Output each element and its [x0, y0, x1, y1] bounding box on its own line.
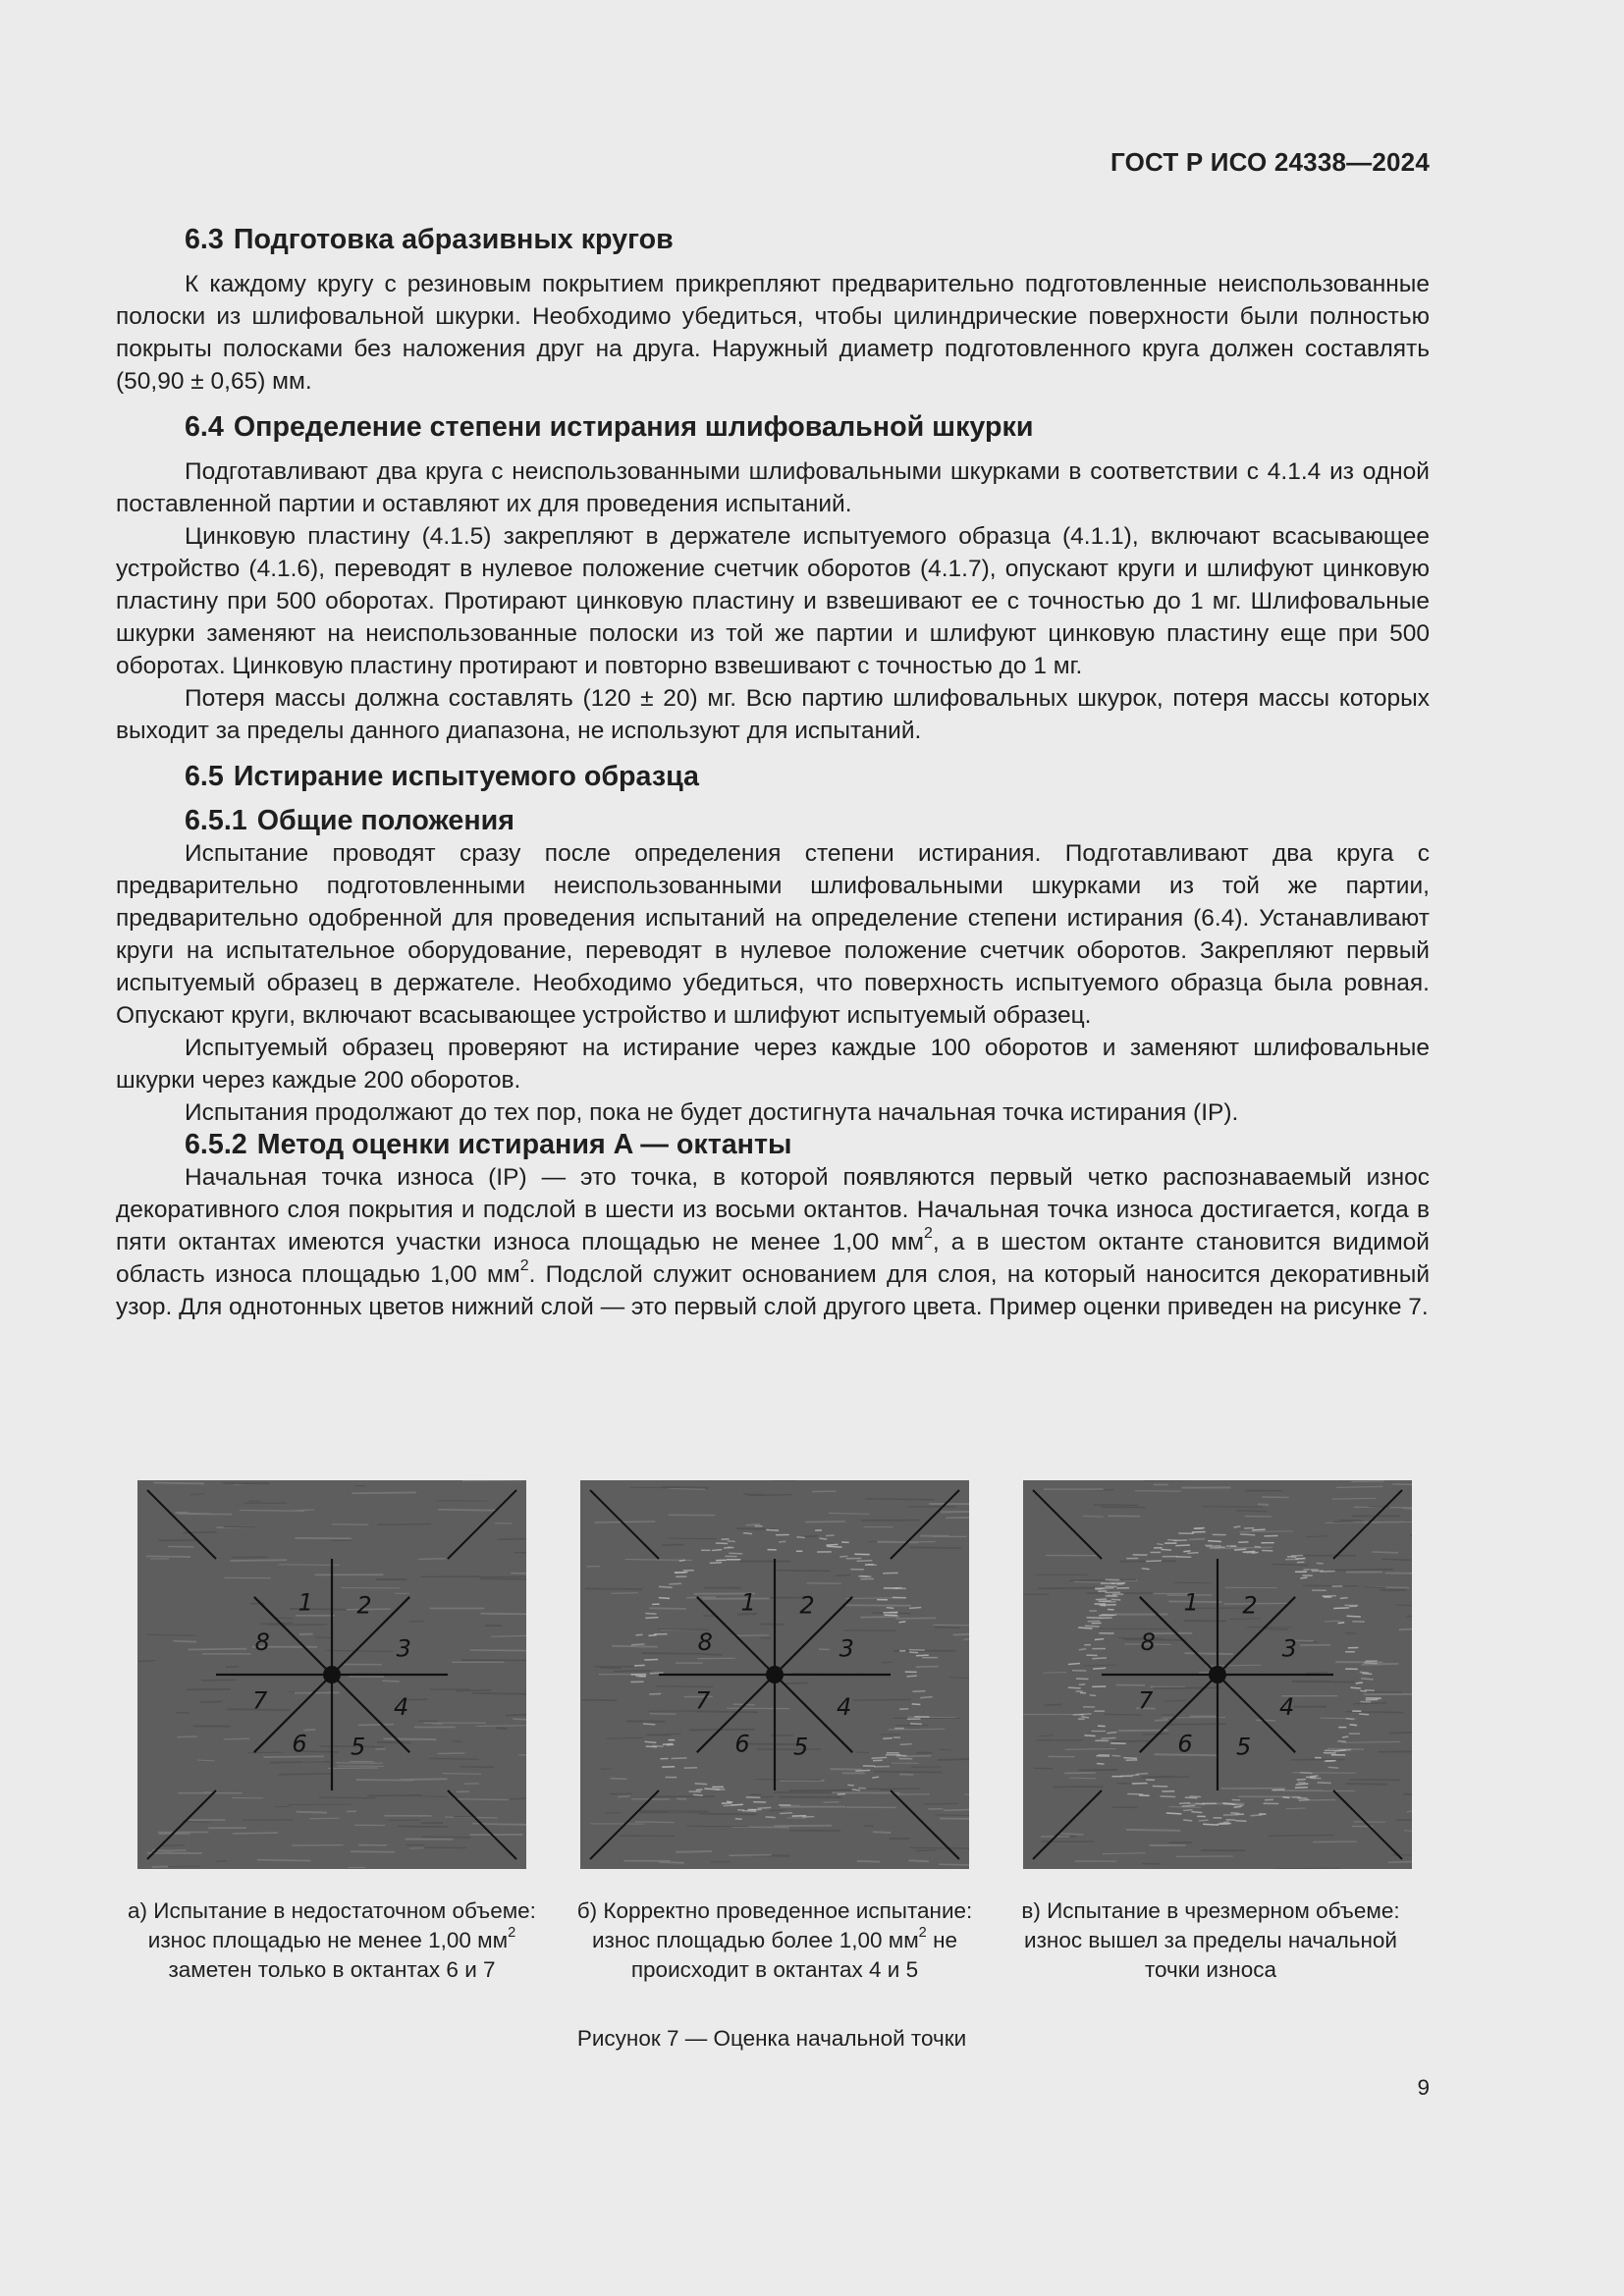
octant-photo-b	[580, 1480, 969, 1869]
octant-label-8: 8	[254, 1629, 270, 1657]
section-6-3-paragraph: К каждому кругу с резиновым покрытием прикрепляют предварительно подготовленные неиспользованные полоски из шлифовальной шкурки. Необходимо убедиться, чтобы цилиндрические поверхности были полностью покрыты полосками без наложения друг на друга. Наружный диаметр подготовленного круга должен составлять (50,90 ± 0,65) мм.	[116, 271, 1430, 395]
octant-label-4: 4	[1279, 1692, 1295, 1721]
document-header: ГОСТ Р ИСО 24338—2024	[1110, 147, 1430, 177]
figure-panel-a	[137, 1480, 526, 1869]
section-6-5-1-heading: 6.5.1 Общие положения	[185, 805, 515, 836]
section-6-4-paragraph-1: Подготавливают два круга с неиспользованными шлифовальными шкурками в соответствии с 4.1.4 из одной поставленной партии и оставляют их для проведения испытаний.	[116, 458, 1430, 517]
octant-label-6: 6	[734, 1730, 750, 1758]
octant-label-5: 5	[351, 1733, 366, 1761]
octant-label-1: 1	[740, 1588, 756, 1617]
octant-label-3: 3	[396, 1634, 411, 1663]
document-body	[116, 224, 1430, 1323]
section-6-5-1-paragraph-2: Испытуемый образец проверяют на истирание через каждые 100 оборотов и заменяют шлифовальные шкурки через каждые 200 оборотов.	[116, 1035, 1430, 1094]
section-6-4-heading: 6.4 Определение степени истирания шлифовальной шкурки	[185, 411, 1034, 443]
octant-label-1: 1	[298, 1588, 313, 1617]
caption-a: а) Испытание в недостаточном объеме: износ площадью не менее 1,00 $мм^2$ заметен только в октантах 6 и 7	[128, 1898, 536, 1982]
caption-b: б) Корректно проведенное испытание: износ площадью более 1,00 $мм^2$ не происходит в октантах 4 и 5	[576, 1898, 973, 1982]
section-6-5-1-paragraph-3: Испытания продолжают до тех пор, пока не будет достигнута начальная точка истирания (IP).	[185, 1099, 1239, 1126]
octant-photo-c	[1023, 1480, 1412, 1869]
caption-c: в) Испытание в чрезмерном объеме: износ вышел за пределы начальной точки износа	[1021, 1898, 1400, 1982]
octant-label-2: 2	[799, 1591, 815, 1620]
octant-label-5: 5	[793, 1733, 809, 1761]
section-6-4-paragraph-3: Потеря массы должна составлять (120 ± 20) мг. Всю партию шлифовальных шкурок, потеря массы которых выходит за пределы данного диапазона, не используют для испытаний.	[116, 685, 1430, 744]
section-6-5-heading: 6.5 Истирание испытуемого образца	[185, 761, 699, 792]
section-6-4-paragraph-2: Цинковую пластину (4.1.5) закрепляют в держателе испытуемого образца (4.1.1), включают всасывающее устройство (4.1.6), переводят в нулевое положение счетчик оборотов (4.1.7), опускают круги и шлифуют цинковую пластину при 500 оборотах. Протирают цинковую пластину и взвешивают ее с точностью до 1 мг. Шлифовальные шкурки заменяют на неиспользованные полоски из той же партии и шлифуют цинковую пластину еще при 500 оборотах. Цинковую пластину протирают и повторно взвешивают с точностью до 1 мг.	[116, 523, 1430, 679]
octant-label-1: 1	[1183, 1588, 1199, 1617]
octant-label-8: 8	[697, 1629, 713, 1657]
octant-label-7: 7	[1138, 1686, 1154, 1715]
octant-label-7: 7	[695, 1686, 711, 1715]
octant-label-4: 4	[394, 1692, 409, 1721]
figure-title: Рисунок 7 — Оценка начальной точки	[576, 2026, 967, 2051]
octant-label-4: 4	[837, 1692, 852, 1721]
figure-7-panels	[116, 1480, 1430, 1873]
section-6-5-1-paragraph-1: Испытание проводят сразу после определения степени истирания. Подготавливают два круга с предварительно подготовленными неиспользованными шлифовальными шкурками из той же партии, предварительно одобренной для проведения испытаний на определение степени истирания (6.4). Устанавливают круги на испытательное оборудование, переводят в нулевое положение счетчик оборотов. Закрепляют первый испытуемый образец в держателе. Необходимо убедиться, что поверхность испытуемого образца была ровная. Опускают круги, включают всасывающее устройство и шлифуют испытуемый образец.	[116, 840, 1430, 1029]
section-6-3-heading: 6.3 Подготовка абразивных кругов	[185, 224, 674, 255]
center-dot	[766, 1666, 784, 1683]
center-dot	[1209, 1666, 1226, 1683]
section-6-5-2-heading: 6.5.2 Метод оценки истирания A — октанты	[185, 1129, 792, 1160]
page-number: 9	[1417, 2075, 1430, 2100]
section-6-5-2-paragraph: Начальная точка износа (IP) — это точка, в которой появляются первый четко распознаваемый износ декоративного слоя покрытия и подслой в шести из восьми октантов. Начальная точка износа достигается, когда в пяти октантах имеются участки износа площадью не менее 1,00 $мм^2$, а в шестом октанте становится видимой область износа площадью 1,00 $мм^2$. Подслой служит основанием для слоя, на который наносится декоративный узор. Для однотонных цветов нижний слой — это первый слой другого цвета. Пример оценки приведен на рисунке 7.	[116, 1164, 1430, 1320]
octant-label-6: 6	[1177, 1730, 1193, 1758]
octant-label-8: 8	[1140, 1629, 1156, 1657]
figure-panel-c	[1023, 1480, 1412, 1869]
octant-label-5: 5	[1236, 1733, 1252, 1761]
center-dot	[323, 1666, 341, 1683]
octant-label-3: 3	[1281, 1634, 1297, 1663]
octant-label-3: 3	[839, 1634, 854, 1663]
octant-photo-a	[137, 1480, 526, 1869]
octant-label-2: 2	[356, 1591, 372, 1620]
figure-panel-b	[580, 1480, 969, 1869]
octant-label-6: 6	[292, 1730, 307, 1758]
octant-label-2: 2	[1242, 1591, 1258, 1620]
octant-label-7: 7	[252, 1686, 268, 1715]
